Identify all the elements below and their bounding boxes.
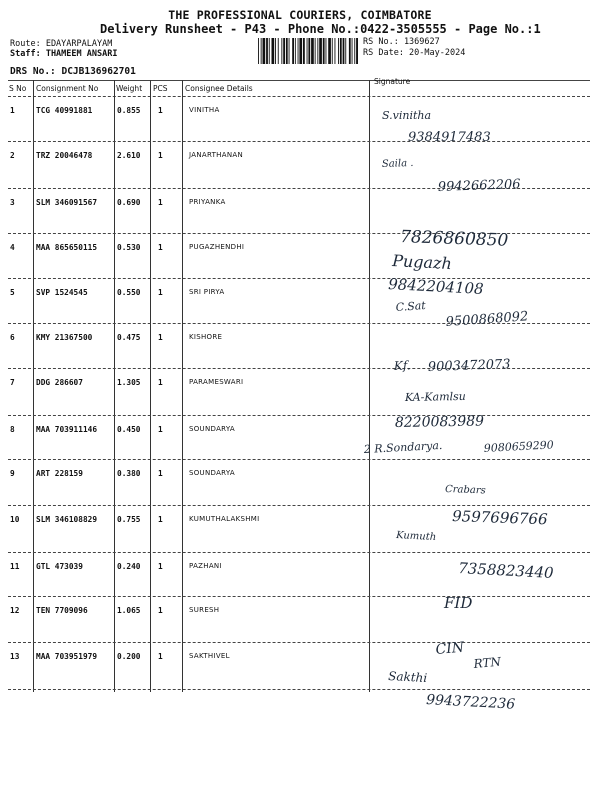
table-cell-consignment: SLM 346091567: [36, 198, 98, 207]
signature-text: 7826860850: [399, 227, 509, 251]
table-cell-consignee: PRIYANKA: [189, 198, 226, 206]
table-cell-consignment: MAA 703911146: [36, 425, 98, 434]
signature-text: 9842204108: [387, 275, 485, 298]
table-cell-consignee: VINITHA: [189, 106, 220, 114]
table-cell-consignment: TCG 40991881: [36, 106, 93, 115]
signature-text: CIN: [434, 639, 465, 658]
col-header-pcs: PCS: [153, 84, 168, 93]
col-header-signature: Signature: [374, 77, 411, 86]
table-cell-sno: 13: [10, 652, 20, 661]
table-cell-sno: 8: [10, 425, 15, 434]
table-cell-consignment: TEN 7709096: [36, 606, 88, 615]
table-cell-weight: 0.755: [117, 515, 141, 524]
table-cell-sno: 2: [10, 151, 15, 160]
signature-text: Kumuth: [395, 530, 437, 544]
table-cell-consignment: SVP 1524545: [36, 288, 88, 297]
table-cell-weight: 2.610: [117, 151, 141, 160]
table-cell-weight: 1.305: [117, 378, 141, 387]
table-cell-consignment: GTL 473039: [36, 562, 83, 571]
table-cell-pcs: 1: [158, 515, 163, 524]
table-cell-consignee: JANARTHANAN: [189, 151, 243, 159]
table-cell-pcs: 1: [158, 243, 163, 252]
table-cell-consignee: PARAMESWARI: [189, 378, 244, 386]
table-cell-consignment: MAA 865650115: [36, 243, 98, 252]
table-cell-weight: 0.200: [117, 652, 141, 661]
runsheet-title: Delivery Runsheet - P43 - Phone No.:0422-3505555 - Page No.:1: [100, 22, 541, 36]
table-cell-pcs: 1: [158, 288, 163, 297]
signature-text: KA-Kamlsu: [404, 389, 466, 404]
table-cell-pcs: 1: [158, 106, 163, 115]
table-cell-consignment: TRZ 20046478: [36, 151, 93, 160]
signature-text: RTN: [473, 654, 502, 671]
table-cell-weight: 0.240: [117, 562, 141, 571]
signature-text: Sakthi: [387, 669, 428, 686]
signature-text: 9597696766: [451, 507, 548, 529]
col-header-weight: Weight: [116, 84, 143, 93]
route-label: Route: EDAYARPALAYAM: [10, 39, 113, 49]
rs-number: RS No.: 1369627: [363, 37, 440, 47]
table-cell-pcs: 1: [158, 469, 163, 478]
table-cell-sno: 12: [10, 606, 20, 615]
signature-text: 8220083989: [394, 413, 485, 431]
col-header-consignment: Consignment No: [36, 84, 99, 93]
table-cell-pcs: 1: [158, 606, 163, 615]
signature-text: S.vinitha: [382, 109, 432, 122]
signature-text: 9500868092: [445, 309, 529, 330]
table-cell-sno: 7: [10, 378, 15, 387]
table-cell-sno: 10: [10, 515, 20, 524]
table-cell-sno: 9: [10, 469, 15, 478]
table-cell-pcs: 1: [158, 378, 163, 387]
staff-label: Staff: THAMEEM ANSARI: [10, 49, 118, 59]
signature-text: Saila .: [381, 157, 414, 170]
table-cell-consignee: SAKTHIVEL: [189, 652, 230, 660]
table-cell-consignment: SLM 346108829: [36, 515, 98, 524]
table-cell-consignment: MAA 703951979: [36, 652, 98, 661]
table-cell-consignee: PUGAZHENDHI: [189, 243, 245, 251]
col-header-consignee: Consignee Details: [185, 84, 253, 93]
table-cell-weight: 1.065: [117, 606, 141, 615]
table-cell-weight: 0.550: [117, 288, 141, 297]
signature-text: 9003472073: [427, 357, 511, 375]
signature-text: 9943722236: [425, 692, 516, 713]
table-cell-pcs: 1: [158, 562, 163, 571]
table-cell-sno: 1: [10, 106, 15, 115]
signature-text: 7358823440: [457, 559, 555, 582]
table-cell-pcs: 1: [158, 333, 163, 342]
table-cell-weight: 0.855: [117, 106, 141, 115]
signature-text: Kf.: [393, 358, 411, 373]
table-cell-pcs: 1: [158, 198, 163, 207]
signature-text: 9080659290: [483, 438, 555, 455]
signature-text: 9942662206: [437, 177, 521, 195]
table-cell-weight: 0.450: [117, 425, 141, 434]
table-cell-weight: 0.530: [117, 243, 141, 252]
table-cell-consignee: SOUNDARYA: [189, 469, 236, 477]
signature-text: Crabars: [444, 484, 486, 497]
table-cell-consignment: DDG 286607: [36, 378, 83, 387]
table-cell-sno: 3: [10, 198, 15, 207]
table-cell-pcs: 1: [158, 652, 163, 661]
table-cell-pcs: 1: [158, 151, 163, 160]
table-cell-consignment: KMY 21367500: [36, 333, 93, 342]
signature-text: Pugazh: [391, 251, 453, 274]
table-cell-consignment: ART 228159: [36, 469, 83, 478]
company-title: THE PROFESSIONAL COURIERS, COIMBATORE: [168, 8, 432, 22]
rs-date: RS Date: 20-May-2024: [363, 48, 466, 58]
table-cell-sno: 4: [10, 243, 15, 252]
table-cell-consignee: SOUNDARYA: [189, 425, 236, 433]
table-cell-sno: 11: [10, 562, 20, 571]
table-cell-consignee: PAZHANI: [189, 562, 222, 570]
table-cell-consignee: KUMUTHALAKSHMI: [189, 515, 260, 523]
table-cell-sno: 6: [10, 333, 15, 342]
table-cell-pcs: 1: [158, 425, 163, 434]
col-header-sno: S No: [9, 84, 27, 93]
signature-text: 9384917483: [408, 130, 491, 145]
table-cell-sno: 5: [10, 288, 15, 297]
table-cell-consignee: KISHORE: [189, 333, 223, 341]
table-cell-weight: 0.690: [117, 198, 141, 207]
table-cell-weight: 0.380: [117, 469, 141, 478]
signature-text: 2 R.Sondarya.: [363, 438, 443, 456]
signature-text: C.Sat: [395, 298, 427, 314]
table-cell-consignee: SURESH: [189, 606, 220, 614]
signature-text: FID: [444, 594, 473, 612]
drs-number: DRS No.: DCJB136962701: [10, 66, 136, 77]
table-cell-consignee: SRI PIRYA: [189, 288, 225, 296]
table-cell-weight: 0.475: [117, 333, 141, 342]
